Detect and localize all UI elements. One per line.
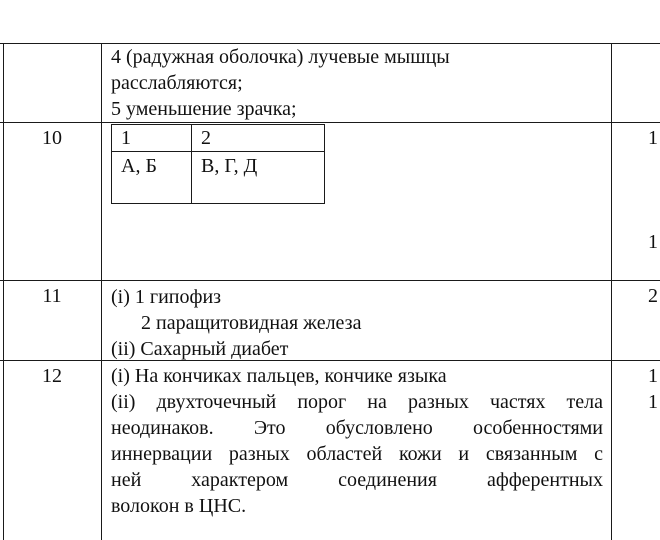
row-divider-11 <box>0 280 660 281</box>
row12-line-6: волокон в ЦНС. <box>111 495 247 517</box>
matching-cell-2: В, Г, Д <box>201 155 258 177</box>
matching-table-column-divider <box>191 125 192 203</box>
continued-line-3: 5 уменьшение зрачка; <box>111 98 297 120</box>
continued-line-1: 4 (радужная оболочка) лучевые мышцы <box>111 46 450 68</box>
row11-line-1: (i) 1 гипофиз <box>111 286 222 308</box>
row12-score-1: 1 <box>648 365 658 387</box>
row12-line-4: иннервации разных областей кожи и связанным с <box>111 443 603 465</box>
matching-answer-table <box>111 124 325 204</box>
row11-score-1: 2 <box>648 285 658 307</box>
matching-cell-1: А, Б <box>121 155 157 177</box>
row-number-11: 11 <box>42 285 62 307</box>
column-divider-score <box>611 43 612 540</box>
row-divider-12 <box>0 360 660 361</box>
row-number-12: 12 <box>42 365 62 387</box>
row10-score-2: 1 <box>648 231 658 253</box>
row11-line-3: (ii) Сахарный диабет <box>111 338 289 360</box>
row12-line-5: ней характером соединения афферентных <box>111 469 603 491</box>
row12-line-2: (ii) двухточечный порог на разных частях тела <box>111 391 603 413</box>
continued-line-2: расслабляются; <box>111 72 243 94</box>
row10-score-1: 1 <box>648 127 658 149</box>
row12-line-1: (i) На кончиках пальцев, кончике языка <box>111 365 447 387</box>
row-number-10: 10 <box>42 127 62 149</box>
matching-header-2: 2 <box>201 127 211 149</box>
matching-table-header-divider <box>112 151 324 152</box>
row11-line-2: 2 паращитовидная железа <box>141 312 362 334</box>
row12-line-3: неодинаков. Это обусловлено особенностями <box>111 417 603 439</box>
matching-header-1: 1 <box>121 127 131 149</box>
row12-score-2: 1 <box>648 391 658 413</box>
row-divider-10 <box>0 122 660 123</box>
